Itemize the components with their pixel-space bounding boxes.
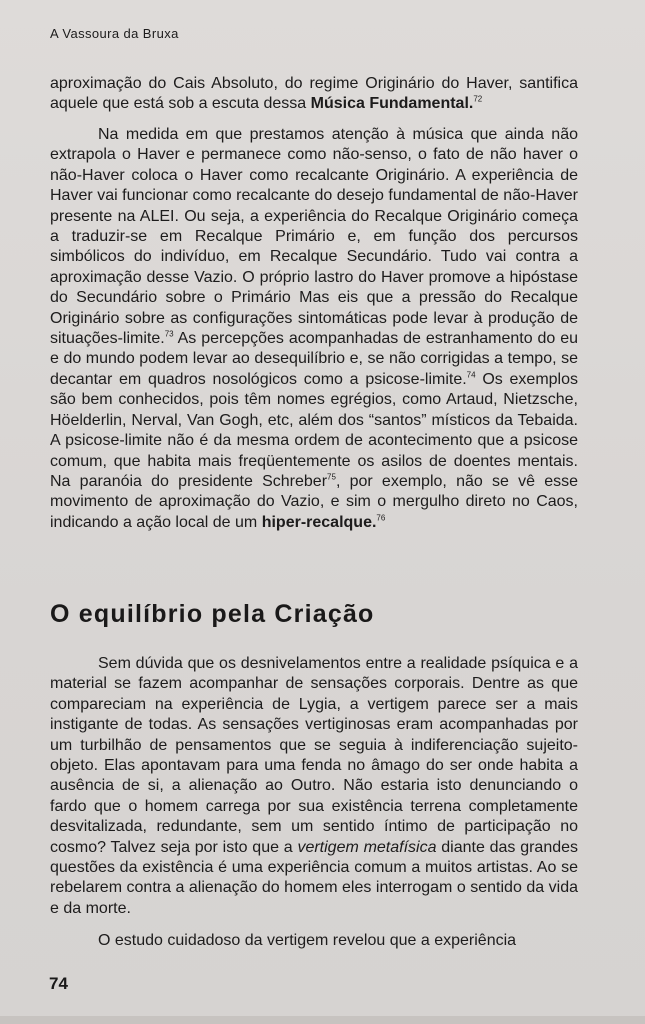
footnote-ref: 74 <box>466 370 476 380</box>
page-number: 74 <box>49 974 68 993</box>
paragraph-continuation <box>50 74 578 115</box>
paragraph-vertigem <box>50 654 578 919</box>
paragraph-text: O estudo cuidadoso da vertigem revelou que a experiência <box>98 932 517 949</box>
bold-term: Música Fundamental. <box>310 95 474 113</box>
paragraph-text: Na medida em que prestamos atenção à música que ainda não extrapola o Haver e permanece como não-senso, o fato de não haver o não-Haver coloca o Haver como recalcante Originário. A experiência de Haver vai funcionar como recalcante do desejo fundamental de não-Haver presente na ALEI. Ou seja, a experiência do Recalque Originário começa a traduzir-se em Recalque Primário e, em função dos percursos simbólicos do indivíduo, em Recalque Secundário. Tudo vai contra a aproximação desse Vazio. O próprio lastro do Haver promove a hipóstase do Secundário sobre o Primário Mas eis que a pressão do Recalque Originário sobre as configurações sintomáticas pode levar à produção de situações-limite. <box>50 126 578 348</box>
footnote-ref: 76 <box>376 513 386 523</box>
footnote-ref: 72 <box>473 95 483 105</box>
paragraph-text: As percepções acompanhadas de estranhamento do eu e do mundo podem levar ao desequilíbrio e, se não corrigidas a tempo, se decantar em quadros nosológicos como a psicose-limite. <box>50 330 578 388</box>
italic-term: vertigem metafísica <box>297 838 437 856</box>
paragraph-estudo <box>50 931 578 951</box>
paragraph-text: diante das grandes questões da existência é uma experiência comum a muitos artistas. Ao se rebelarem contra a alienação do homem eles interrogam o sentido da vida e da morte. <box>50 838 579 917</box>
paragraph-haver <box>50 125 578 533</box>
running-head: A Vassoura da Bruxa <box>50 26 179 41</box>
footnote-ref: 75 <box>327 472 336 482</box>
bold-term: hiper-recalque. <box>261 513 377 531</box>
paragraph-text: Sem dúvida que os desnivelamentos entre a realidade psíquica e a material se fazem acompanhar de sensações corporais. Dentre as que compareciam na experiência de Lygia, a vertigem parece ser a mais instigante de todas. As sensações vertiginosas eram acompanhadas por um turbilhão de pensamentos que se seguia à indiferenciação sujeito-objeto. Elas apontavam para uma fenda no âmago do ser onde habita a ausência de si, a alienação ao Outro. Não estaria isto denunciando o fardo que o homem carrega por sua existência terrena completamente desvitalizada, redundante, sem um sentido íntimo de participação no cosmo? Talvez seja por isto que a <box>50 655 578 856</box>
paragraph-text: Os exemplos são bem conhecidos, pois têm nomes egrégios, como Artaud, Nietzsche, Höelderlin, Nerval, Van Gogh, etc, além dos “santos” místicos da Tebaida. A psicose-limite não é da mesma ordem de acontecimento que a psicose comum, que habita mais freqüentemente os asilos de doentes mentais. Na paranóia do presidente Schreber <box>50 370 578 490</box>
section-title: O equilíbrio pela Criação <box>50 600 375 628</box>
footnote-ref: 73 <box>164 329 174 339</box>
page-bottom-edge <box>0 1016 645 1024</box>
paragraph-text: aproximação do Cais Absoluto, do regime Originário do Haver, santifica aquele que está sob a escuta dessa <box>50 75 578 113</box>
paragraph-text: , por exemplo, não se vê esse movimento de aproximação do Vazio, e sim o mergulho direto no Caos, indicando a ação local de um <box>50 472 579 531</box>
